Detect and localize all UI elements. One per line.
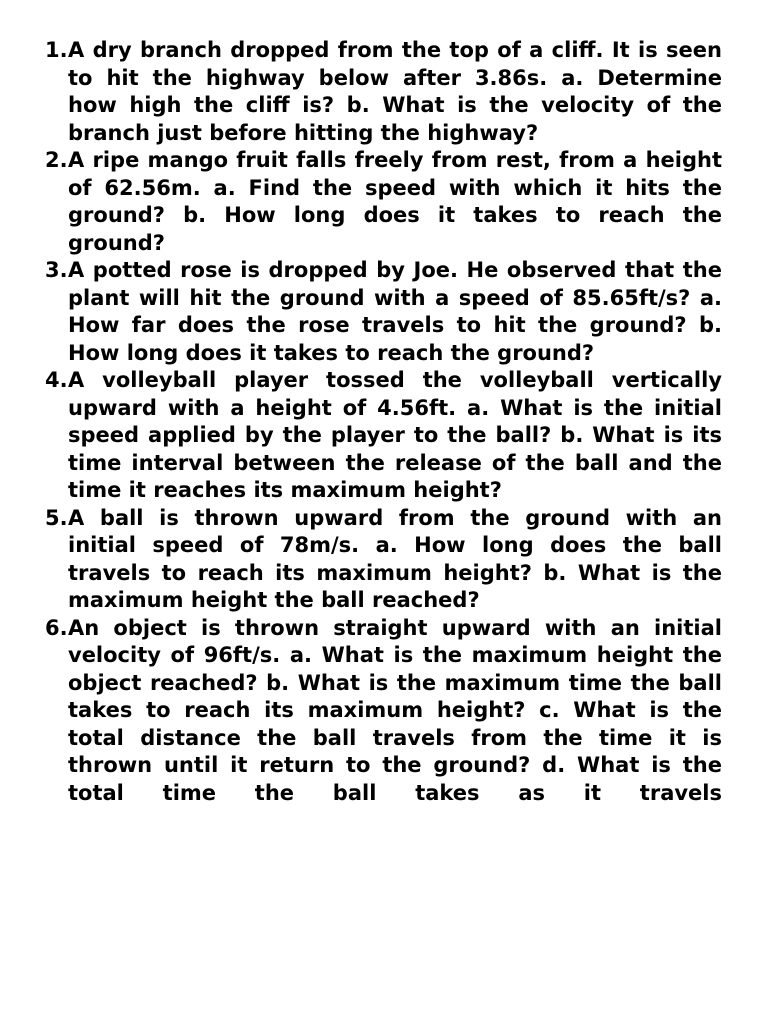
problem-list <box>45 37 722 807</box>
problem-item <box>45 147 722 257</box>
problem-number: 6. <box>45 615 68 640</box>
problem-text: A ripe mango fruit falls freely from rest, from a height of 62.56m. a. Find the speed with which it hits the ground? b. How long does it takes to reach the ground? <box>68 148 722 255</box>
problem-number: 1. <box>45 38 68 62</box>
problem-item <box>45 615 722 808</box>
problem-text: A ball is thrown upward from the ground with an initial speed of 78m/s. a. How long does the ball travels to reach its maximum height? b. What is the maximum height the ball reached? <box>68 505 722 612</box>
problem-item <box>45 257 722 367</box>
problem-item <box>45 37 722 147</box>
problem-number: 5. <box>45 505 68 530</box>
problem-text: A volleyball player tossed the volleyball vertically upward with a height of 4.56ft. a. What is the initial speed applied by the player to the ball? b. What is its time interval between the release of the ball and the time it reaches its maximum height? <box>68 368 722 502</box>
problem-text: A dry branch dropped from the top of a cliff. It is seen to hit the highway below after 3.86s. a. Determine how high the cliff is? b. What is the velocity of the branch just before hitting the highway? <box>68 38 722 145</box>
problem-item <box>45 505 722 615</box>
problem-text: An object is thrown straight upward with an initial velocity of 96ft/s. a. What is the maximum height the object reached? b. What is the maximum time the ball takes to reach its maximum height? c. What is the total distance the ball travels from the time it is thrown until it return to the ground? d. What is the total time the ball takes as it travels <box>68 615 722 805</box>
problem-number: 2. <box>45 148 68 172</box>
problem-number: 3. <box>45 258 68 282</box>
problem-item <box>45 367 722 505</box>
problem-number: 4. <box>45 368 68 392</box>
problem-text: A potted rose is dropped by Joe. He observed that the plant will hit the ground with a speed of 85.65ft/s? a. How far does the rose travels to hit the ground? b. How long does it takes to reach the ground? <box>68 258 722 365</box>
